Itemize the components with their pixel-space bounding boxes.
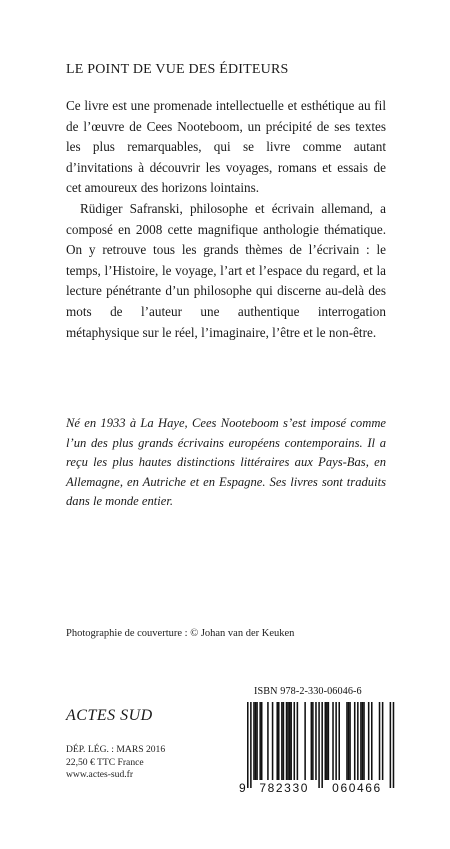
barcode-bar [371, 702, 373, 780]
barcode-bar [379, 702, 381, 780]
barcode-bar [321, 702, 323, 788]
barcode-bars [247, 702, 394, 788]
barcode-first-digit: 9 [239, 781, 246, 795]
barcode-bar [362, 702, 364, 780]
website-link[interactable]: www.actes-sud.fr [66, 769, 134, 781]
barcode-graphic [233, 700, 403, 796]
barcode-bar [312, 702, 314, 780]
barcode-bar [289, 702, 291, 780]
barcode-bar [349, 702, 351, 780]
barcode-bar [393, 702, 395, 788]
barcode-bar [290, 702, 292, 780]
barcode-bar [287, 702, 289, 780]
barcode-bar [256, 702, 258, 780]
barcode-bar [297, 702, 299, 780]
barcode-bar [281, 702, 283, 780]
barcode-bar [315, 702, 317, 780]
barcode-bar [276, 702, 278, 780]
barcode-bar [363, 702, 365, 780]
barcode-bar [272, 702, 274, 780]
barcode-bar [283, 702, 285, 780]
barcode-bar [304, 702, 306, 780]
barcode-bar [311, 702, 313, 780]
barcode-bar [326, 702, 328, 780]
blurb-paragraph-1: Ce livre est une promenade intellectuelle et esthétique au fil de l’œuvre de Cees Nooteboom, un précipité de ses textes les plus remarquables, qui se livre comme autant d’invitations à découvrir les voyages, romans et essais de cet amoureux des horizons lointains. [66, 98, 386, 196]
barcode-bar [335, 702, 337, 780]
section-heading: LE POINT DE VUE DES ÉDITEURS [66, 62, 289, 77]
author-bio [66, 414, 386, 512]
blurb [66, 96, 386, 343]
barcode-bar [259, 702, 261, 780]
barcode-bar [390, 702, 392, 788]
barcode-bar [261, 702, 263, 780]
barcode-bar [286, 702, 288, 780]
barcode-bar [354, 702, 356, 780]
publisher-name: ACTES SUD [66, 707, 153, 724]
barcode-bar [318, 702, 320, 788]
barcode-bar [255, 702, 257, 780]
barcode-bar [267, 702, 269, 780]
barcode-bar [348, 702, 350, 780]
legal-info [66, 744, 165, 782]
author-bio-text: Né en 1933 à La Haye, Cees Nooteboom s’est imposé comme l’un des plus grands écrivains européens contemporains. Il a reçu les plus hautes distinctions littéraires aux Pays-Bas, en Allemagne, en Autriche et en Espagne. Ses livres sont traduits dans le monde entier. [66, 416, 386, 509]
barcode-bar [328, 702, 330, 780]
barcode-bar [250, 702, 252, 788]
barcode-bar [247, 702, 249, 788]
barcode-bar [338, 702, 340, 780]
barcode-bar [360, 702, 362, 780]
isbn-label: ISBN 978-2-330-06046-6 [254, 686, 362, 697]
barcode-right-digits: 060466 [332, 781, 382, 795]
barcode-bar [332, 702, 334, 780]
barcode-bar [382, 702, 384, 780]
legal-deposit: DÉP. LÉG. : MARS 2016 [66, 744, 166, 755]
blurb-paragraph-2: Rüdiger Safranski, philosophe et écrivain allemand, a composé en 2008 cette magnifique anthologie thématique. On y retrouve tous les grands thèmes de l’écrivain : le temps, l’Histoire, le voyage, l’art et l’espace du regard, et la lecture pénétrante d’un philosophe qui discerne au-delà des mots de l’auteur une authentique interrogation métaphysique sur le réel, l’imaginaire, l’être et le non-être. [66, 200, 386, 340]
barcode-bar [253, 702, 255, 780]
barcode-bar [278, 702, 280, 780]
barcode [233, 700, 403, 796]
barcode-bar [294, 702, 296, 780]
barcode-bar [346, 702, 348, 780]
price: 22,50 € TTC France [66, 756, 144, 768]
barcode-bar [368, 702, 370, 780]
barcode-left-digits: 782330 [259, 781, 310, 795]
barcode-bar [325, 702, 327, 780]
barcode-bar [357, 702, 359, 780]
photo-credit: Photographie de couverture : © Johan van der Keuken [66, 628, 295, 639]
